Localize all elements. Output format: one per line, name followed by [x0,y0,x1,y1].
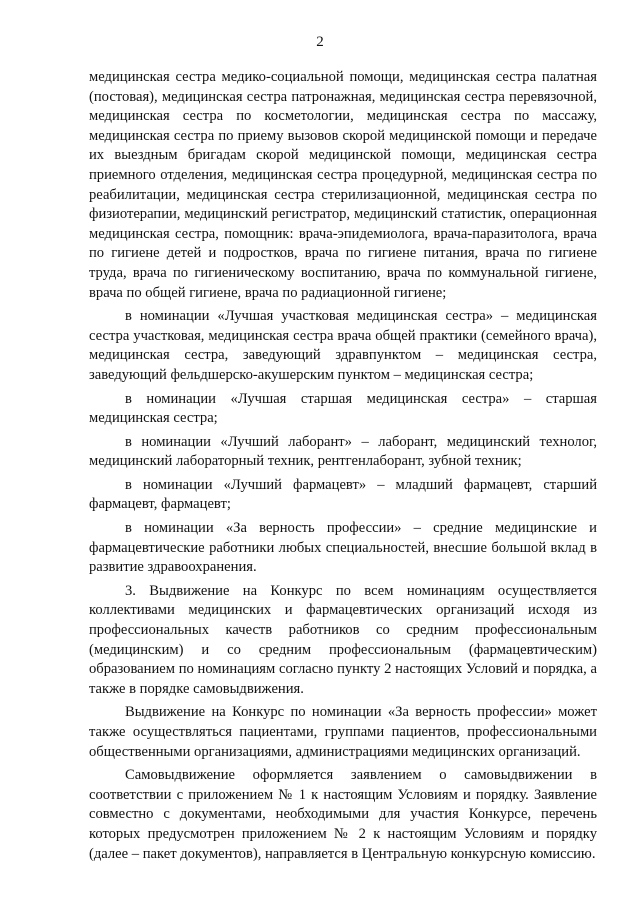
paragraph-nomination-laboratory-assistant: в номинации «Лучший лаборант» – лаборант, медицинский технолог, медицинский лабораторный техник, рентгенлаборант, зубной техник; [89,433,597,470]
paragraph-self-nomination: Самовыдвижение оформляется заявлением о самовыдвижении в соответствии с приложением № 1 к настоящим Условиям и порядку. Заявление совместно с документами, необходимыми для участия Конкурсе, перечень которых предусмотрен приложением № 2 к настоящим Условиям и порядку (далее – пакет документов), направляется в Центральную конкурсную комиссию. [89,767,597,862]
paragraph-nomination-senior-nurse: в номинации «Лучшая старшая медицинская сестра» – старшая медицинская сестра; [89,390,597,427]
paragraph-loyalty-nomination-nominators: Выдвижение на Конкурс по номинации «За верность профессии» может также осуществляться пациентами, группами пациентов, профессиональными общественными организациями, администрациями медицинских организаций. [89,704,597,760]
paragraph-item-3: 3. Выдвижение на Конкурс по всем номинациям осуществляется коллективами медицинских и фармацевтических организаций исходя из профессиональных качеств работников со средним профессиональным (медицинским) и со средним профессиональным (фармацевтическим) образованием по номинациям согласно пункту 2 настоящих Условий и порядка, а также в порядке самовыдвижения. [89,582,597,697]
paragraph-nomination-district-nurse: в номинации «Лучшая участковая медицинская сестра» – медицинская сестра участковая, медицинская сестра врача общей практики (семейного врача), медицинская сестра, заведующий здравпунктом – медицинская сестра, заведующий фельдшерско-акушерским пунктом – медицинская сестра; [89,308,597,383]
paragraph-continuation: медицинская сестра медико-социальной помощи, медицинская сестра палатная (постовая), медицинская сестра патронажная, медицинская сестра перевязочной, медицинская сестра по косметологии, медицинская сестра по массажу, медицинская сестра по приему вызовов скорой медицинской помощи и передаче их выездным бригадам скорой медицинской помощи, медицинская сестра приемного отделения, медицинская сестра процедурной, медицинская сестра по реабилитации, медицинская сестра стерилизационной, медицинская сестра по физиотерапии, медицинский регистратор, медицинский статистик, операционная медицинская сестра, помощник: врача-эпидемиолога, врача-паразитолога, врача по гигиене детей и подростков, врача по гигиене питания, врача по гигиене труда, врача по гигиеническому воспитанию, врача по коммунальной гигиене, врача по общей гигиене, врача по радиационной гигиене; [89,69,597,301]
paragraph-nomination-pharmacist: в номинации «Лучший фармацевт» – младший фармацевт, старший фармацевт, фармацевт; [89,476,597,513]
paragraph-nomination-loyalty: в номинации «За верность профессии» – средние медицинские и фармацевтические работники любых специальностей, внесшие большой вклад в развитие здравоохранения. [89,520,597,576]
page-number: 2 [316,34,324,50]
document-body [89,68,597,864]
